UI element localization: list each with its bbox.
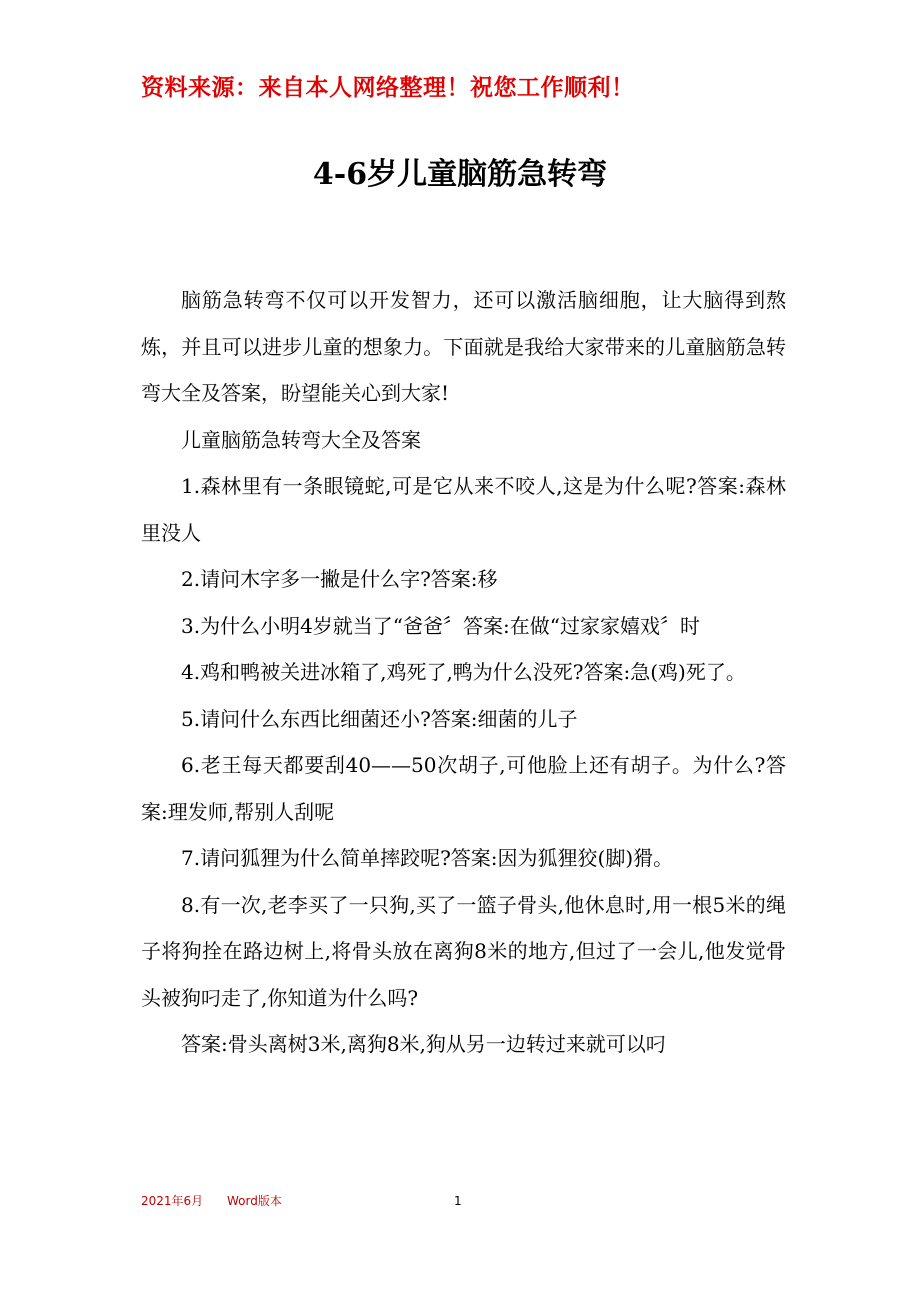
riddle-6: 6.老王每天都要刮40——50次胡子,可他脸上还有胡子。为什么?答案:理发师,帮别人刮呢: [141, 753, 786, 824]
page-number: 1: [454, 1194, 462, 1208]
riddle-7: 7.请问狐狸为什么简单摔跤呢?答案:因为狐狸狡(脚)猾。: [181, 846, 674, 870]
footer-version: Word版本: [227, 1194, 282, 1208]
riddle-1: 1.森林里有一条眼镜蛇,可是它从来不咬人,这是为什么呢?答案:森林里没人: [141, 474, 786, 545]
footer-date: 2021年6月: [141, 1194, 204, 1208]
riddle-2: 2.请问木字多一撇是什么字?答案:移: [181, 567, 498, 591]
riddle-8-answer: 答案:骨头离树3米,离狗8米,狗从另一边转过来就可以叼: [181, 1032, 666, 1056]
riddle-4: 4.鸡和鸭被关进冰箱了,鸡死了,鸭为什么没死?答案:急(鸡)死了。: [181, 660, 746, 684]
paragraph-intro: 脑筋急转弯不仅可以开发智力，还可以激活脑细胞，让大脑得到熬炼，并且可以进步儿童的想象力。下面就是我给大家带来的儿童脑筋急转弯大全及答案，盼望能关心到大家!: [141, 288, 786, 405]
riddle-5: 5.请问什么东西比细菌还小?答案:细菌的儿子: [181, 706, 578, 731]
document-title: 4-6岁儿童脑筋急转弯: [312, 157, 608, 192]
paragraph-subheading: 儿童脑筋急转弯大全及答案: [181, 427, 421, 452]
source-banner: 资料来源：来自本人网络整理！祝您工作顺利！: [141, 75, 635, 101]
document-body: [141, 277, 786, 1068]
page-footer: [141, 1192, 786, 1210]
riddle-8-question: 8.有一次,老李买了一只狗,买了一篮子骨头,他休息时,用一根5米的绳子将狗拴在路边树上,将骨头放在离狗8米的地方,但过了一会儿,他发觉骨头被狗叼走了,你知道为什么吗?: [141, 892, 786, 1010]
riddle-3: 3.为什么小明4岁就当了“爸爸〞答案:在做“过家家嬉戏〞时: [181, 613, 700, 638]
